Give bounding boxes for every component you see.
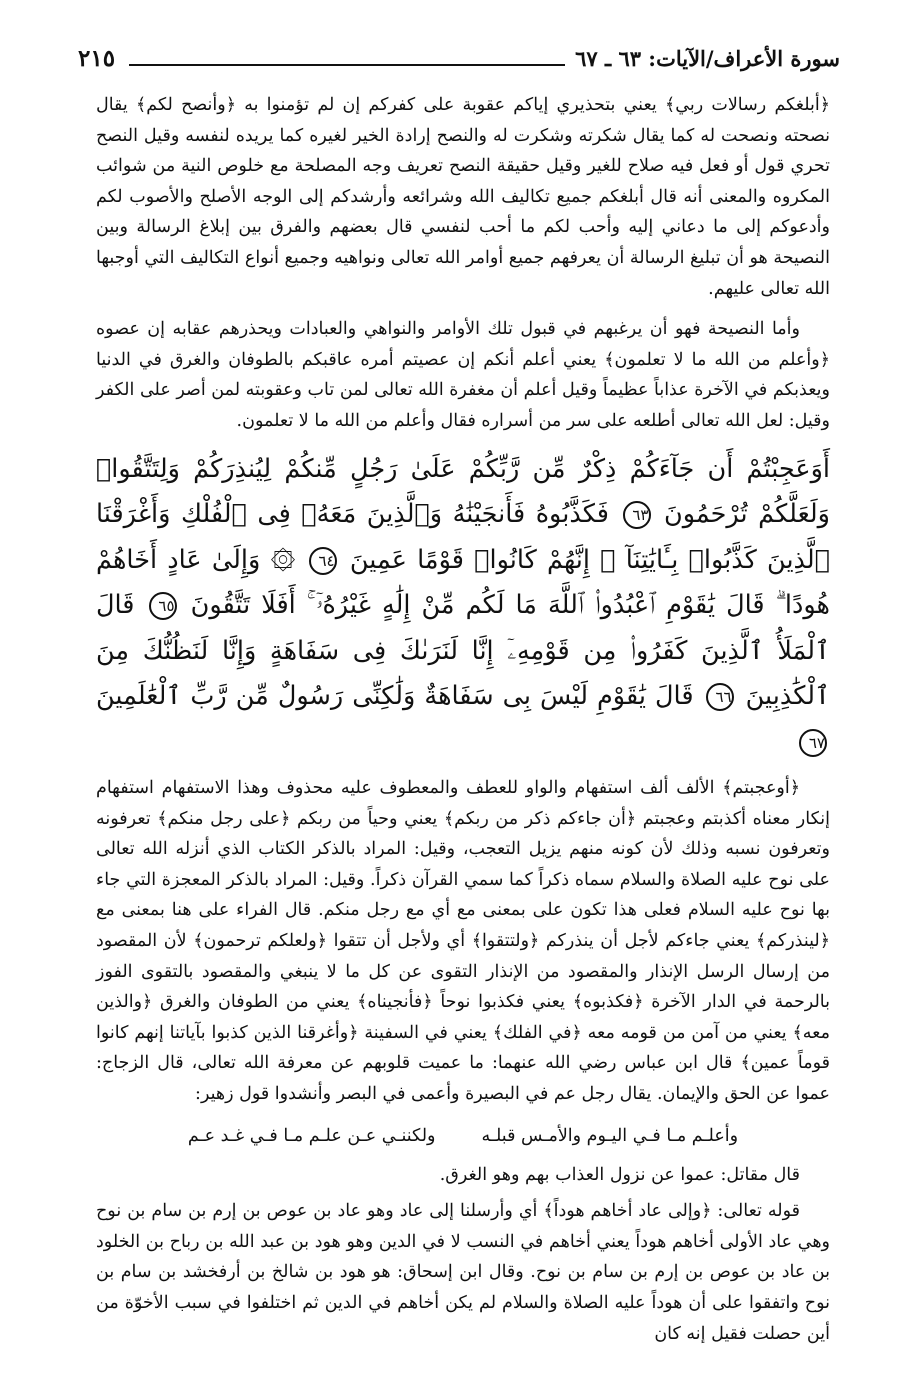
verse-67-text: قَالَ يَٰقَوْمِ لَيْسَ بِى سَفَاهَةٌ وَلَٰكِنِّى رَسُولٌ مِّن رَّبِّ ٱلْعَٰلَمِينَ xyxy=(96,681,694,712)
page-body xyxy=(96,90,830,1359)
verse-number-67-marker: ٦٧ xyxy=(799,729,827,757)
verse-63-text: أَوَعَجِبْتُمْ أَن جَآءَكُمْ ذِكْرٌ مِّن رَّبِّكُمْ عَلَىٰ رَجُلٍ مِّنكُمْ لِيُنذِرَكُمْ وَلِتَتَّقُوا۟ وَلَعَلَّكُمْ تُرْحَمُونَ xyxy=(96,453,830,530)
poem-verse xyxy=(96,1120,830,1152)
verse-number-63-marker: ٦٣ xyxy=(623,501,651,529)
poem-hemistich-2: ولكننـي عـن علـم مـا فـي غـد عـم xyxy=(187,1125,436,1146)
paragraph-5: قوله تعالى: ﴿وإلى عاد أخاهم هوداً﴾ أي وأرسلنا إلى عاد وهو عاد بن عوص بن إرم بن سام بن نوح وهي عاد الأولى أخاهم هوداً يعني أخاهم في النسب لا في الدين وهو هود بن عبد الله بن رباح بن الخلود بن عاد بن عوص بن إرم بن سام بن نوح. وقال ابن إسحاق: هو هود بن شالخ بن أرفخشد بن سام بن نوح واتفقوا على أن هوداً عليه الصلاة والسلام لم يكن أخاهم في الدين ثم اختلفوا في سبب الأخوّة من أين حصلت فقيل إنه كان xyxy=(96,1201,830,1344)
poem-hemistich-1: وأعلـم مـا فـي اليـوم والأمـس قبلـه xyxy=(481,1125,739,1146)
paragraph-4: قال مقاتل: عموا عن نزول العذاب بهم وهو الغرق. xyxy=(439,1164,800,1185)
paragraph-2: وأما النصيحة فهو أن يرغبهم في قبول تلك الأوامر والنواهي والعبادات ويحذرهم عقابه إن عصوه ﴿وأعلم من الله ما لا تعلمون﴾ يعني أعلم أنكم إن عصيتم أمره عاقبكم بالطوفان والغرق في الدنيا ويعذبكم في الآخرة عذاباً عظيماً وقيل أعلم أن مغفرة الله تعالى لمن تاب وعقوبته لمن أصر على الكفر وقيل: لعل الله تعالى أطلعه على سر من أسراره فقال وأعلم من الله ما لا تعلمون. xyxy=(96,319,830,431)
verse-64-text: فَكَذَّبُوهُ فَأَنجَيْنَٰهُ وَٱلَّذِينَ مَعَهُۥ فِى ٱلْفُلْكِ وَأَغْرَقْنَا ٱلَّذِينَ كَذَّبُوا۟ بِـَٔايَٰتِنَآ ۚ إِنَّهُمْ كَانُوا۟ قَوْمًا عَمِينَ xyxy=(96,499,831,575)
page-number: ٢١٥ xyxy=(78,44,116,72)
page-header xyxy=(78,38,840,78)
paragraph-1: ﴿أبلغكم رسالات ربي﴾ يعني بتحذيري إياكم عقوبة على كفركم إن لم تؤمنوا به ﴿وأنصح لكم﴾ يقال نصحته ونصحت له كما يقال شكرته وشكرت له والنصح إرادة الخير لغيره كما يريده لنفسه وقيل النصح تحري قول أو فعل فيه صلاح للغير وقيل حقيقة النصح تعريف وجه المصلحة مع خلوص النية من شوائب المكروه والمعنى أنه قال أبلغكم جميع تكاليف الله وشرائعه وأرشدكم إلى الوجه الأصلح والأصوب لكم وأدعوكم إلى ما دعاني إليه وأحب لكم ما أحب لنفسي قال بعضهم والفرق بين إبلاغ الرسالة وبين النصيحة هو أن تبليغ الرسالة أن يعرفهم جميع أوامر الله تعالى ونواهيه وجميع أنواع التكاليف التي أوجبها الله تعالى عليهم. xyxy=(96,95,830,299)
running-title: سورة الأعراف/الآيات: ٦٣ ـ ٦٧ xyxy=(575,45,840,71)
verse-65-text: ۞ وَإِلَىٰ عَادٍ أَخَاهُمْ هُودًا ۗ قَالَ يَٰقَوْمِ ٱعْبُدُوا۟ ٱللَّهَ مَا لَكُم مِّنْ إِلَٰهٍ غَيْرُهُۥٓ ۚ أَفَلَا تَتَّقُونَ xyxy=(96,544,830,621)
verse-number-66-marker: ٦٦ xyxy=(706,683,734,711)
verse-66-text: قَالَ ٱلْمَلَأُ ٱلَّذِينَ كَفَرُوا۟ مِن قَوْمِهِۦٓ إِنَّا لَنَرَىٰكَ فِى سَفَاهَةٍ وَإِنَّا لَنَظُنُّكَ مِنَ ٱلْكَٰذِبِينَ xyxy=(96,590,830,712)
header-rule xyxy=(129,64,565,66)
quran-verses-block xyxy=(96,447,830,766)
verse-number-64-marker: ٦٤ xyxy=(309,547,337,575)
verse-number-65-marker: ٦٥ xyxy=(149,592,177,620)
paragraph-3: ﴿أوعجبتم﴾ الألف ألف استفهام والواو للعطف والمعطوف عليه محذوف وهذا الاستفهام استفهام إنكار معناه أكذبتم وعجبتم ﴿أن جاءكم ذكر من ربكم﴾ يعني وحياً من ربكم ﴿على رجل منكم﴾ تعرفونه وتعرفون نسبه وذلك لأن كونه منهم يزيل التعجب، وقيل: المراد بالذكر الكتاب الذي أنزله الله تعالى على نوح عليه الصلاة والسلام سماه ذكراً كما سمي القرآن ذكراً. وقيل: المراد بالذكر المعجزة التي جاء بها نوح عليه السلام فعلى هذا تكون على بمعنى مع أي مع رجل منكم. قال الفراء على هنا بمعنى مع ﴿لينذركم﴾ يعني جاءكم لأجل أن ينذركم ﴿ولتتقوا﴾ أي ولأجل أن تتقوا ﴿ولعلكم ترحمون﴾ لأن المقصود من إرسال الرسل الإنذار والمقصود من الإنذار التقوى عن كل ما لا ينبغي والمقصود بالتقوى الفوز بالرحمة في الدار الآخرة ﴿فكذبوه﴾ يعني فكذبوا نوحاً ﴿فأنجيناه﴾ يعني من الطوفان والغرق ﴿والذين معه﴾ يعني من آمن من قومه معه ﴿في الفلك﴾ يعني في السفينة ﴿وأغرقنا الذين كذبوا بآياتنا إنهم كانوا قوماً عمين﴾ قال ابن عباس رضي الله عنهما: ما عميت قلوبهم عن معرفة الله تعالى، قال الزجاج: عموا عن الحق والإيمان. يقال رجل عم في البصيرة وأعمى في البصر وأنشدوا قول زهير: xyxy=(96,778,830,1104)
